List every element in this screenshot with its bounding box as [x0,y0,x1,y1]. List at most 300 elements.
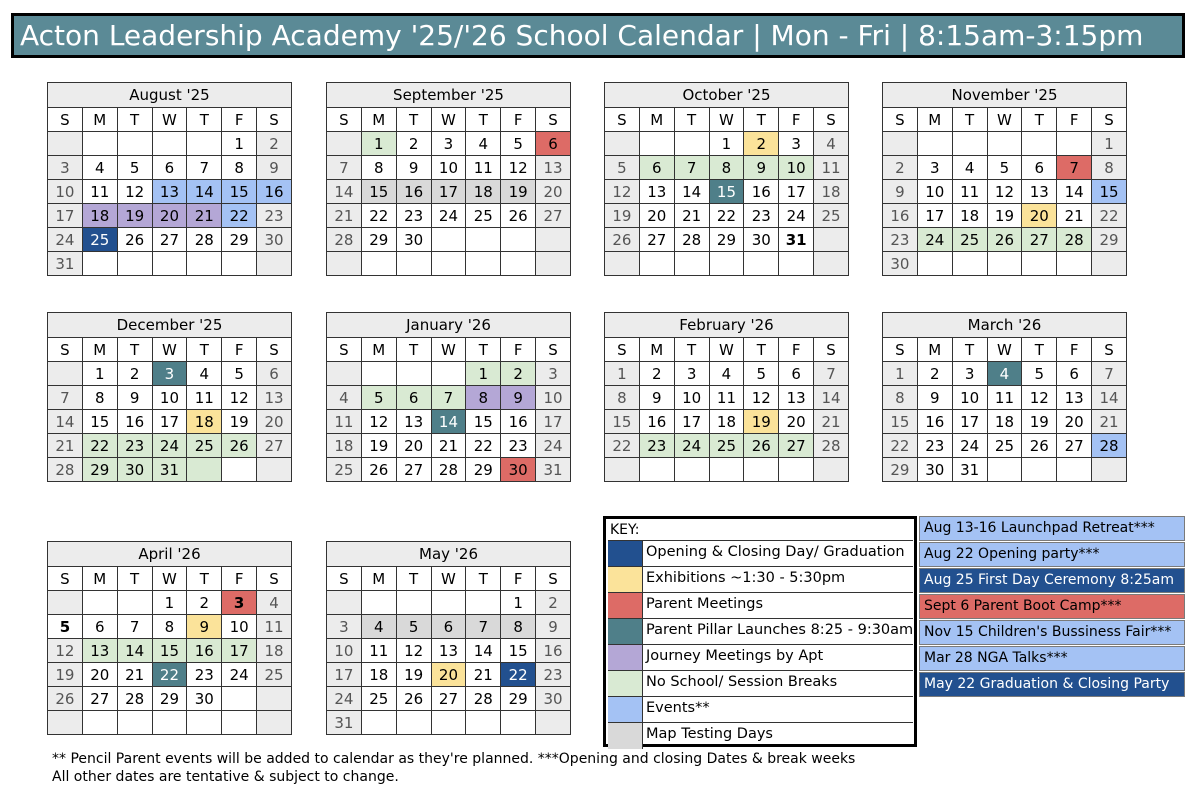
day-cell [396,711,431,735]
day-cell: 30 [917,458,952,482]
day-cell: 5 [361,386,396,410]
day-cell: 22 [605,434,640,458]
key-swatch [608,723,643,749]
weekday-header: T [117,338,152,362]
day-cell [48,132,83,156]
key-label: No School/ Session Breaks [646,674,838,690]
day-cell: 28 [674,228,709,252]
day-cell: 11 [257,615,292,639]
day-cell: 30 [501,458,536,482]
weekday-header: T [117,108,152,132]
day-cell: 29 [883,458,918,482]
day-cell [1092,252,1127,276]
day-cell: 22 [501,663,536,687]
day-cell: 3 [674,362,709,386]
day-cell: 26 [361,458,396,482]
day-cell: 17 [917,204,952,228]
day-cell: 16 [917,410,952,434]
weekday-header: T [187,338,222,362]
day-cell: 13 [431,639,466,663]
day-cell: 23 [744,204,779,228]
day-cell: 11 [82,180,117,204]
day-cell: 31 [952,458,987,482]
day-cell [674,458,709,482]
day-cell: 19 [744,410,779,434]
day-cell: 9 [639,386,674,410]
day-cell: 9 [187,615,222,639]
month-calendar [604,82,849,276]
day-cell: 26 [48,687,83,711]
day-cell [501,228,536,252]
weekday-header: T [187,567,222,591]
month-title: October '25 [605,83,849,108]
day-cell: 4 [187,362,222,386]
day-cell: 21 [327,204,362,228]
day-cell: 19 [396,663,431,687]
day-cell: 31 [48,252,83,276]
day-cell: 16 [744,180,779,204]
day-cell [1022,458,1057,482]
key-label: Map Testing Days [646,726,773,742]
day-cell: 23 [883,228,918,252]
day-cell: 8 [883,386,918,410]
day-cell: 17 [431,180,466,204]
day-cell: 2 [396,132,431,156]
key-label: Opening & Closing Day/ Graduation [646,544,905,560]
day-cell: 22 [709,204,744,228]
day-cell: 12 [987,180,1022,204]
key-label: Parent Pillar Launches 8:25 - 9:30am [646,622,914,638]
day-cell [1092,458,1127,482]
weekday-header: F [501,567,536,591]
day-cell: 9 [883,180,918,204]
day-cell: 1 [501,591,536,615]
day-cell: 14 [431,410,466,434]
day-cell: 15 [361,180,396,204]
day-cell [744,252,779,276]
day-cell: 13 [82,639,117,663]
weekday-header: M [639,338,674,362]
key-item [608,566,913,593]
month-title: March '26 [883,313,1127,338]
key-label: Parent Meetings [646,596,764,612]
day-cell: 18 [187,410,222,434]
day-cell [536,252,571,276]
day-cell: 17 [536,410,571,434]
weekday-header: T [187,108,222,132]
day-cell: 4 [709,362,744,386]
day-cell [1057,458,1092,482]
key-label: Events** [646,700,710,716]
weekday-header: S [605,108,640,132]
key-item [608,644,913,671]
day-cell: 7 [466,615,501,639]
day-cell: 15 [152,639,187,663]
day-cell: 14 [674,180,709,204]
day-cell [605,458,640,482]
day-cell: 2 [501,362,536,386]
weekday-header: F [779,338,814,362]
day-cell: 3 [917,156,952,180]
day-cell: 10 [431,156,466,180]
month-title: August '25 [48,83,292,108]
day-cell: 19 [501,180,536,204]
day-cell [327,252,362,276]
day-cell: 12 [396,639,431,663]
day-cell: 24 [674,434,709,458]
weekday-header: S [883,338,918,362]
month-calendar [47,312,292,482]
day-cell: 22 [152,663,187,687]
day-cell: 2 [883,156,918,180]
day-cell: 20 [779,410,814,434]
day-cell: 30 [117,458,152,482]
day-cell: 5 [48,615,83,639]
day-cell [674,252,709,276]
day-cell: 10 [48,180,83,204]
day-cell: 29 [361,228,396,252]
day-cell [744,458,779,482]
weekday-header: S [257,338,292,362]
event-item: Aug 13-16 Launchpad Retreat*** [919,516,1185,541]
day-cell: 17 [152,410,187,434]
day-cell: 3 [536,362,571,386]
weekday-header: M [82,338,117,362]
day-cell [639,458,674,482]
day-cell [257,687,292,711]
day-cell: 25 [361,687,396,711]
weekday-header: S [536,108,571,132]
day-cell: 8 [709,156,744,180]
day-cell: 9 [744,156,779,180]
weekday-header: T [466,567,501,591]
day-cell [987,132,1022,156]
day-cell: 13 [1022,180,1057,204]
day-cell: 16 [639,410,674,434]
day-cell: 5 [222,362,257,386]
day-cell: 28 [1057,228,1092,252]
day-cell: 22 [1092,204,1127,228]
weekday-header: W [431,567,466,591]
day-cell: 29 [152,687,187,711]
day-cell: 12 [1022,386,1057,410]
key-swatch [608,697,643,723]
day-cell [466,711,501,735]
day-cell: 28 [431,458,466,482]
month-title: December '25 [48,313,292,338]
day-cell: 29 [222,228,257,252]
day-cell: 1 [361,132,396,156]
day-cell: 4 [466,132,501,156]
day-cell: 23 [917,434,952,458]
weekday-header: S [1092,338,1127,362]
day-cell: 24 [48,228,83,252]
day-cell: 11 [952,180,987,204]
day-cell: 15 [222,180,257,204]
day-cell: 18 [709,410,744,434]
day-cell [501,711,536,735]
day-cell: 1 [222,132,257,156]
day-cell: 5 [501,132,536,156]
weekday-header: F [222,567,257,591]
day-cell: 29 [466,458,501,482]
day-cell: 25 [709,434,744,458]
weekday-header: F [1057,338,1092,362]
day-cell: 30 [744,228,779,252]
day-cell: 14 [327,180,362,204]
day-cell: 3 [152,362,187,386]
day-cell: 23 [117,434,152,458]
key-swatch [608,619,643,645]
key-item [608,540,913,567]
day-cell [605,132,640,156]
day-cell: 17 [779,180,814,204]
day-cell: 4 [327,386,362,410]
month-calendar [47,541,292,735]
day-cell: 28 [117,687,152,711]
day-cell: 20 [1022,204,1057,228]
day-cell: 29 [1092,228,1127,252]
day-cell: 24 [536,434,571,458]
day-cell: 28 [187,228,222,252]
day-cell: 28 [466,687,501,711]
day-cell: 10 [917,180,952,204]
day-cell: 7 [48,386,83,410]
day-cell: 27 [1022,228,1057,252]
day-cell [639,252,674,276]
day-cell: 16 [396,180,431,204]
day-cell: 13 [536,156,571,180]
day-cell: 15 [501,639,536,663]
day-cell: 11 [709,386,744,410]
day-cell: 4 [257,591,292,615]
weekday-header: M [361,567,396,591]
event-item: Mar 28 NGA Talks*** [919,646,1185,671]
day-cell: 19 [222,410,257,434]
day-cell [883,132,918,156]
day-cell [1022,132,1057,156]
day-cell: 27 [639,228,674,252]
day-cell [917,252,952,276]
weekday-header: M [82,567,117,591]
weekday-header: T [674,108,709,132]
day-cell: 27 [396,458,431,482]
day-cell [431,228,466,252]
day-cell [814,458,849,482]
footnote-line: All other dates are tentative & subject to change. [52,769,399,785]
day-cell [82,591,117,615]
day-cell: 1 [605,362,640,386]
weekday-header: F [222,338,257,362]
day-cell [327,132,362,156]
day-cell: 25 [82,228,117,252]
day-cell [536,711,571,735]
day-cell: 6 [396,386,431,410]
day-cell: 15 [605,410,640,434]
day-cell [536,228,571,252]
weekday-header: F [501,338,536,362]
day-cell: 5 [1022,362,1057,386]
day-cell: 22 [361,204,396,228]
day-cell: 6 [152,156,187,180]
day-cell: 17 [222,639,257,663]
day-cell [222,458,257,482]
day-cell [1057,132,1092,156]
day-cell [431,252,466,276]
day-cell: 6 [82,615,117,639]
key-label: Exhibitions ~1:30 - 5:30pm [646,570,846,586]
day-cell [187,132,222,156]
day-cell: 29 [82,458,117,482]
day-cell [466,591,501,615]
day-cell: 11 [361,639,396,663]
day-cell [674,132,709,156]
month-title: September '25 [327,83,571,108]
day-cell: 20 [1057,410,1092,434]
day-cell: 24 [952,434,987,458]
month-title: April '26 [48,542,292,567]
day-cell: 20 [431,663,466,687]
weekday-header: S [327,567,362,591]
day-cell [48,591,83,615]
key-swatch [608,593,643,619]
key-item [608,618,913,645]
weekday-header: T [466,108,501,132]
day-cell: 10 [952,386,987,410]
day-cell: 4 [952,156,987,180]
day-cell: 13 [396,410,431,434]
day-cell: 3 [327,615,362,639]
day-cell [987,458,1022,482]
weekday-header: T [466,338,501,362]
weekday-header: T [952,108,987,132]
day-cell: 1 [883,362,918,386]
day-cell: 21 [814,410,849,434]
day-cell: 24 [431,204,466,228]
weekday-header: T [952,338,987,362]
day-cell: 8 [501,615,536,639]
weekday-header: T [1022,338,1057,362]
day-cell: 24 [779,204,814,228]
month-title: February '26 [605,313,849,338]
day-cell: 9 [917,386,952,410]
day-cell: 30 [187,687,222,711]
event-item: Aug 22 Opening party*** [919,542,1185,567]
day-cell [187,252,222,276]
key-item [608,696,913,723]
day-cell: 22 [883,434,918,458]
day-cell: 11 [187,386,222,410]
month-calendar [882,82,1127,276]
weekday-header: S [1092,108,1127,132]
day-cell: 14 [187,180,222,204]
day-cell: 1 [1092,132,1127,156]
day-cell: 19 [48,663,83,687]
day-cell: 25 [466,204,501,228]
weekday-header: F [501,108,536,132]
day-cell [396,591,431,615]
day-cell: 25 [952,228,987,252]
day-cell: 2 [187,591,222,615]
day-cell: 27 [1057,434,1092,458]
weekday-header: T [396,338,431,362]
day-cell: 20 [639,204,674,228]
day-cell: 21 [1057,204,1092,228]
day-cell: 23 [501,434,536,458]
day-cell: 22 [222,204,257,228]
weekday-header: M [917,108,952,132]
day-cell: 18 [327,434,362,458]
month-title: November '25 [883,83,1127,108]
day-cell [639,132,674,156]
weekday-header: M [361,108,396,132]
day-cell: 30 [536,687,571,711]
weekday-header: S [327,338,362,362]
weekday-header: W [431,108,466,132]
weekday-header: W [709,338,744,362]
day-cell: 3 [48,156,83,180]
day-cell: 20 [396,434,431,458]
month-title: January '26 [327,313,571,338]
day-cell: 30 [396,228,431,252]
day-cell [48,711,83,735]
day-cell: 8 [152,615,187,639]
weekday-header: W [152,567,187,591]
day-cell: 18 [361,663,396,687]
weekday-header: T [396,567,431,591]
weekday-header: S [257,108,292,132]
key-title: KEY: [610,522,640,538]
day-cell: 22 [82,434,117,458]
day-cell [709,252,744,276]
day-cell: 9 [117,386,152,410]
day-cell: 14 [466,639,501,663]
month-calendar [326,541,571,735]
event-item: Nov 15 Children's Bussiness Fair*** [919,620,1185,645]
day-cell: 4 [814,132,849,156]
day-cell: 8 [466,386,501,410]
footnote-line: ** Pencil Parent events will be added to calendar as they're planned. ***Opening and closing Dates & break weeks [52,751,856,767]
day-cell: 27 [536,204,571,228]
day-cell: 31 [327,711,362,735]
weekday-header: S [883,108,918,132]
day-cell: 12 [605,180,640,204]
day-cell: 11 [466,156,501,180]
day-cell: 4 [361,615,396,639]
day-cell: 15 [1092,180,1127,204]
day-cell: 21 [1092,410,1127,434]
day-cell: 7 [1092,362,1127,386]
weekday-header: T [674,338,709,362]
day-cell: 8 [605,386,640,410]
day-cell [82,252,117,276]
day-cell: 9 [501,386,536,410]
weekday-header: S [48,567,83,591]
day-cell [431,591,466,615]
day-cell: 27 [257,434,292,458]
weekday-header: S [327,108,362,132]
day-cell: 25 [987,434,1022,458]
day-cell: 13 [779,386,814,410]
weekday-header: F [222,108,257,132]
day-cell: 10 [674,386,709,410]
weekday-header: T [744,108,779,132]
day-cell: 10 [327,639,362,663]
day-cell [396,362,431,386]
day-cell: 7 [1057,156,1092,180]
day-cell: 10 [152,386,187,410]
day-cell: 23 [639,434,674,458]
